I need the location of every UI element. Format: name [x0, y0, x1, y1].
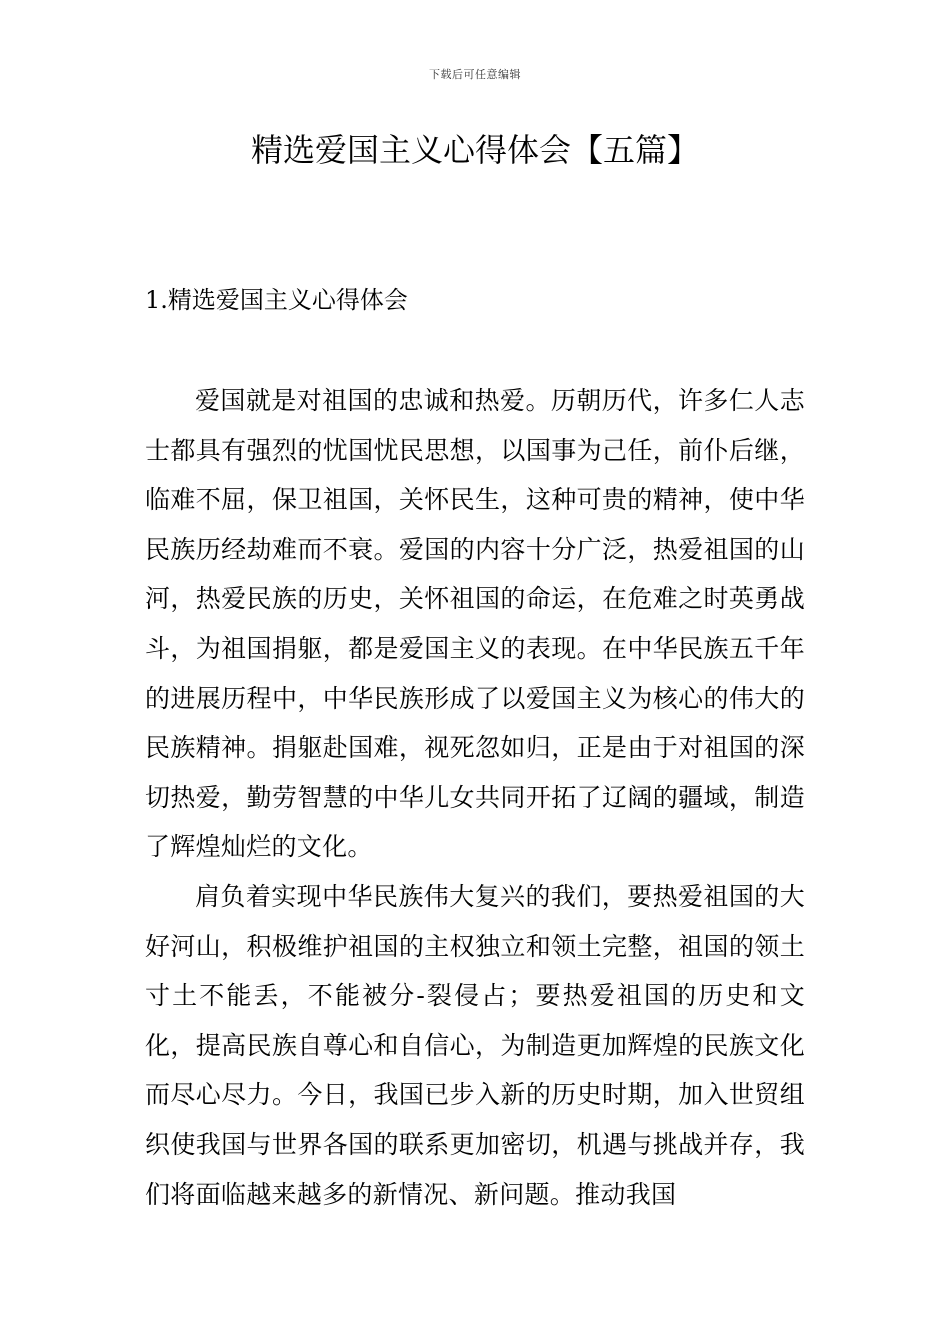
- document-title: 精选爱国主义心得体会【五篇】: [250, 131, 699, 169]
- body-text: [145, 376, 805, 1219]
- paragraph: 爱国就是对祖国的忠诚和热爱。历朝历代，许多仁人志士都具有强烈的忧国忧民思想，以国事为己任，前仆后继，临难不屈，保卫祖国，关怀民生，这种可贵的精神，使中华民族历经劫难而不衰。爱国的内容十分广泛，热爱祖国的山河，热爱民族的历史，关怀祖国的命运，在危难之时英勇战斗，为祖国捐躯，都是爱国主义的表现。在中华民族五千年的进展历程中，中华民族形成了以爱国主义为核心的伟大的民族精神。捐躯赴国难，视死忽如归，正是由于对祖国的深切热爱，勤劳智慧的中华儿女共同开拓了辽阔的疆域，制造了辉煌灿烂的文化。: [145, 386, 805, 862]
- header-note: 下载后可任意编辑: [429, 68, 521, 81]
- section-heading: 1.精选爱国主义心得体会: [145, 286, 408, 314]
- paragraph: 肩负着实现中华民族伟大复兴的我们，要热爱祖国的大好河山，积极维护祖国的主权独立和领土完整，祖国的领土寸土不能丢，不能被分-裂侵占；要热爱祖国的历史和文化，提高民族自尊心和自信心，为制造更加辉煌的民族文化而尽心尽力。今日，我国已步入新的历史时期，加入世贸组织使我国与世界各国的联系更加密切，机遇与挑战并存，我们将面临越来越多的新情况、新问题。推动我国: [145, 881, 805, 1209]
